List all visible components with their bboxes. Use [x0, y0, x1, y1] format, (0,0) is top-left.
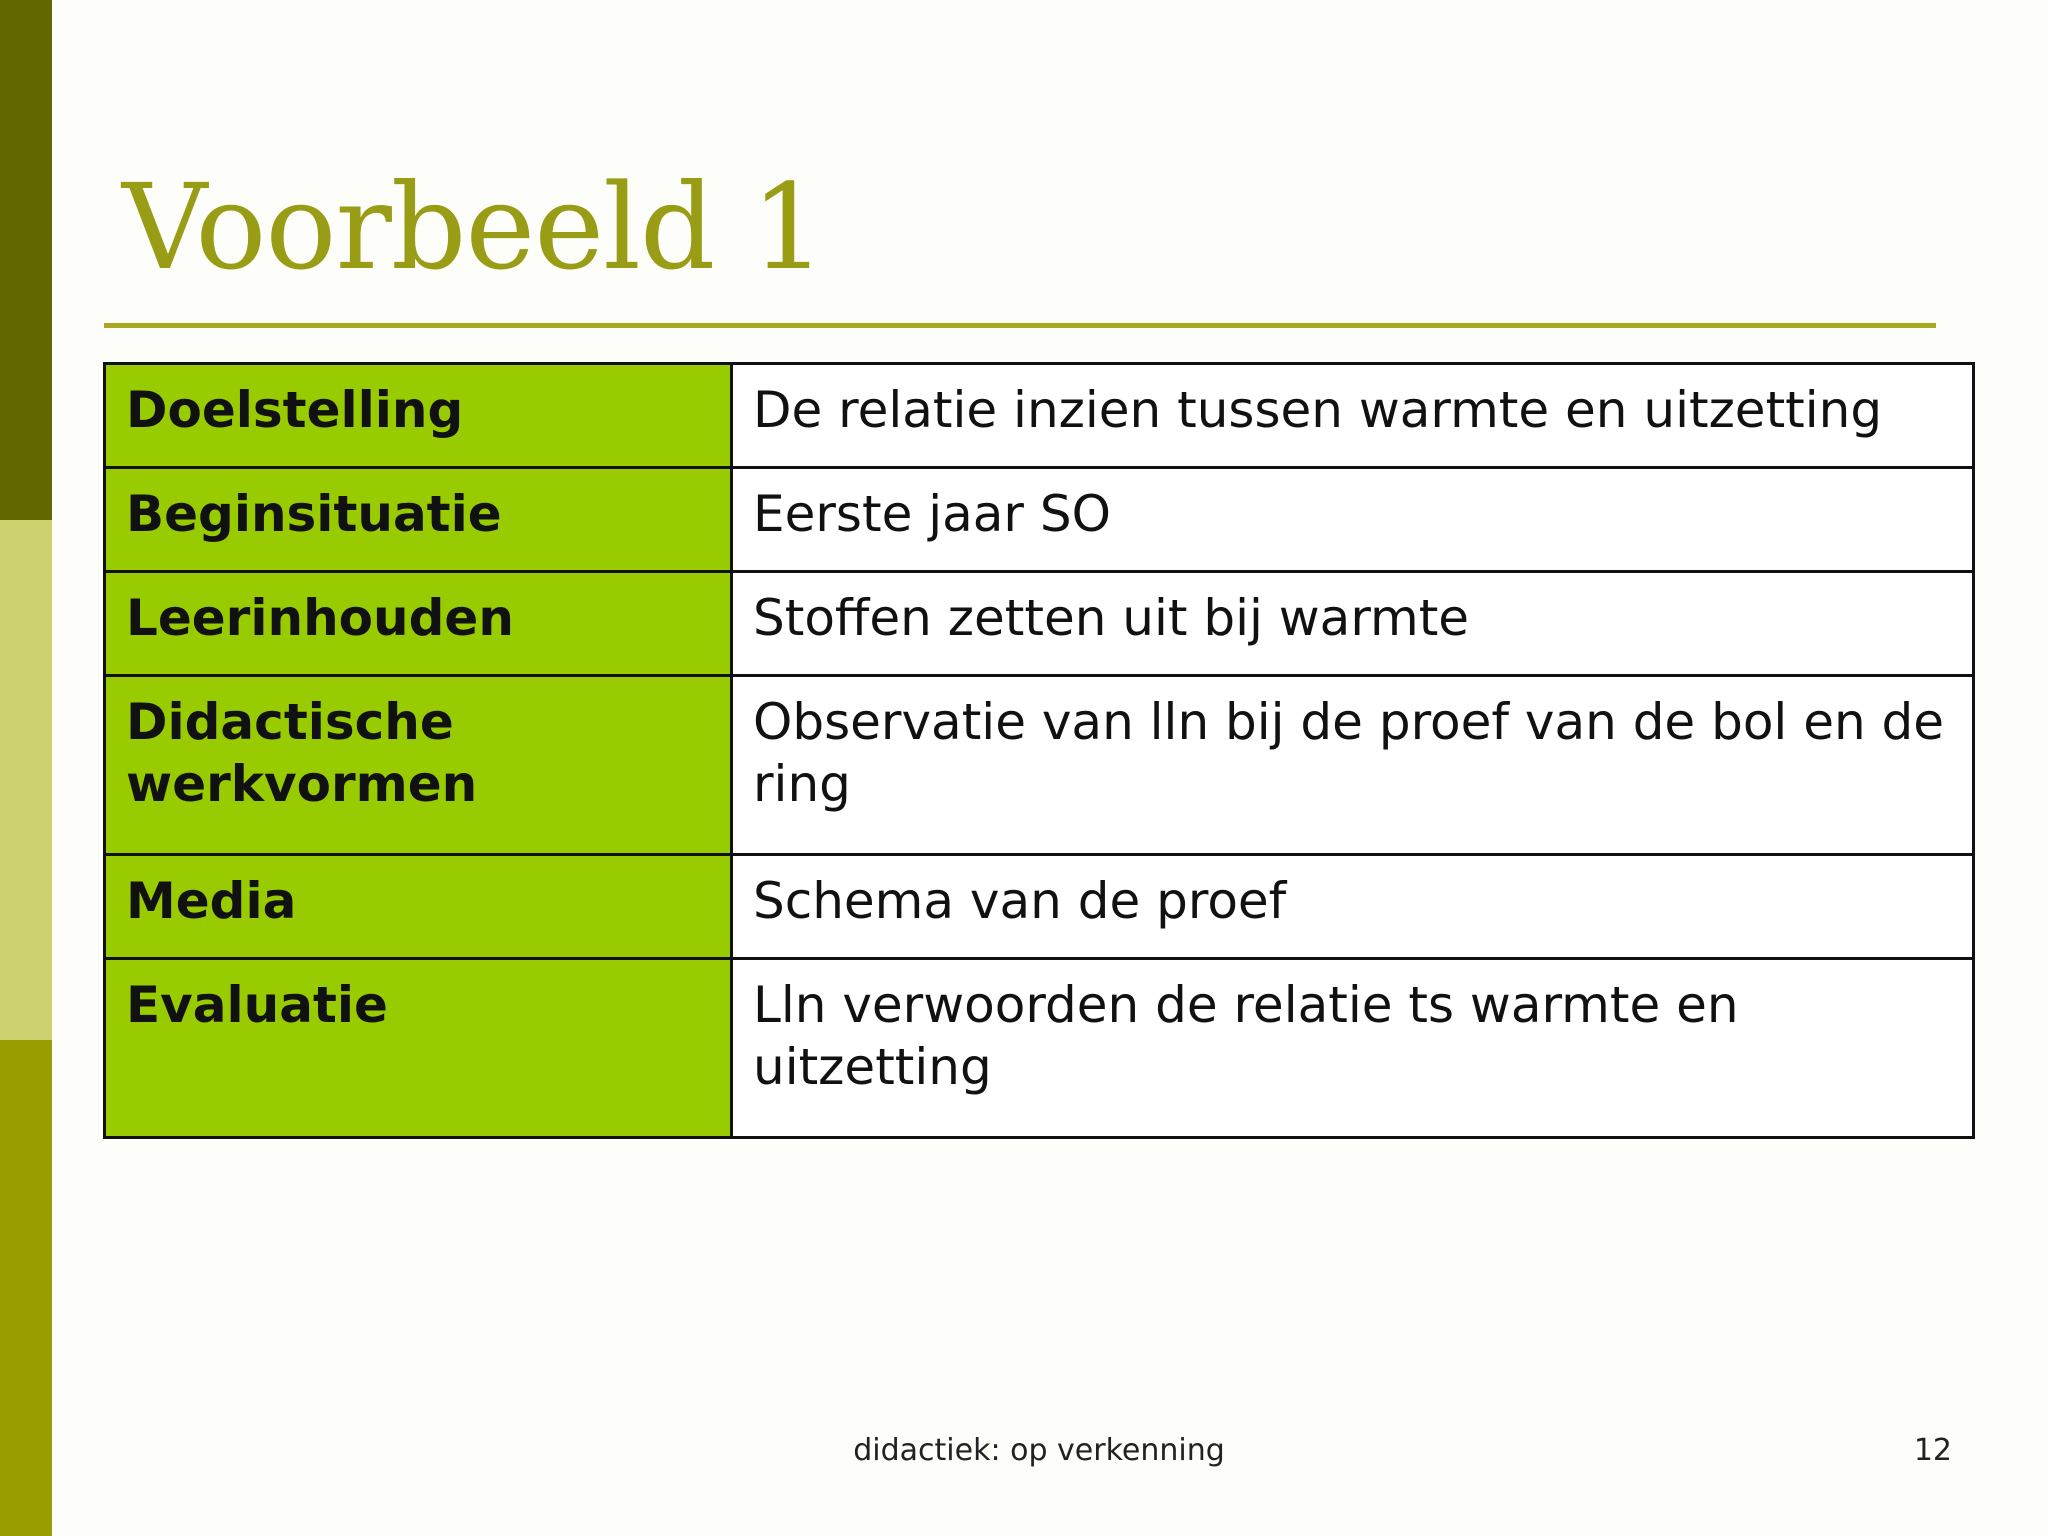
row-value-media: Schema van de proef [732, 855, 1974, 959]
row-label-leerinhouden: Leerinhouden [105, 572, 732, 676]
lesson-plan-table [103, 362, 1975, 1139]
row-value-doelstelling: De relatie inzien tussen warmte en uitzetting [732, 364, 1974, 468]
table-row [105, 468, 1974, 572]
row-label-didactische-werkvormen: Didactische werkvormen [105, 676, 732, 855]
row-value-leerinhouden: Stoffen zetten uit bij warmte [732, 572, 1974, 676]
table-row [105, 364, 1974, 468]
table-row [105, 959, 1974, 1138]
title-underline [104, 323, 1936, 328]
table-row [105, 572, 1974, 676]
row-label-beginsituatie: Beginsituatie [105, 468, 732, 572]
row-value-beginsituatie: Eerste jaar SO [732, 468, 1974, 572]
row-label-doelstelling: Doelstelling [105, 364, 732, 468]
footer-text: didactiek: op verkenning [853, 1433, 1225, 1468]
slide-title: Voorbeeld 1 [122, 158, 825, 296]
row-value-didactische-werkvormen: Observatie van lln bij de proef van de bol en de ring [732, 676, 1974, 855]
page-number: 12 [1913, 1433, 1952, 1468]
side-bar-middle [0, 520, 52, 1040]
table-row [105, 676, 1974, 855]
side-bar-top [0, 0, 52, 520]
row-label-evaluatie: Evaluatie [105, 959, 732, 1138]
table-row [105, 855, 1974, 959]
row-label-media: Media [105, 855, 732, 959]
row-value-evaluatie: Lln verwoorden de relatie ts warmte en uitzetting [732, 959, 1974, 1138]
